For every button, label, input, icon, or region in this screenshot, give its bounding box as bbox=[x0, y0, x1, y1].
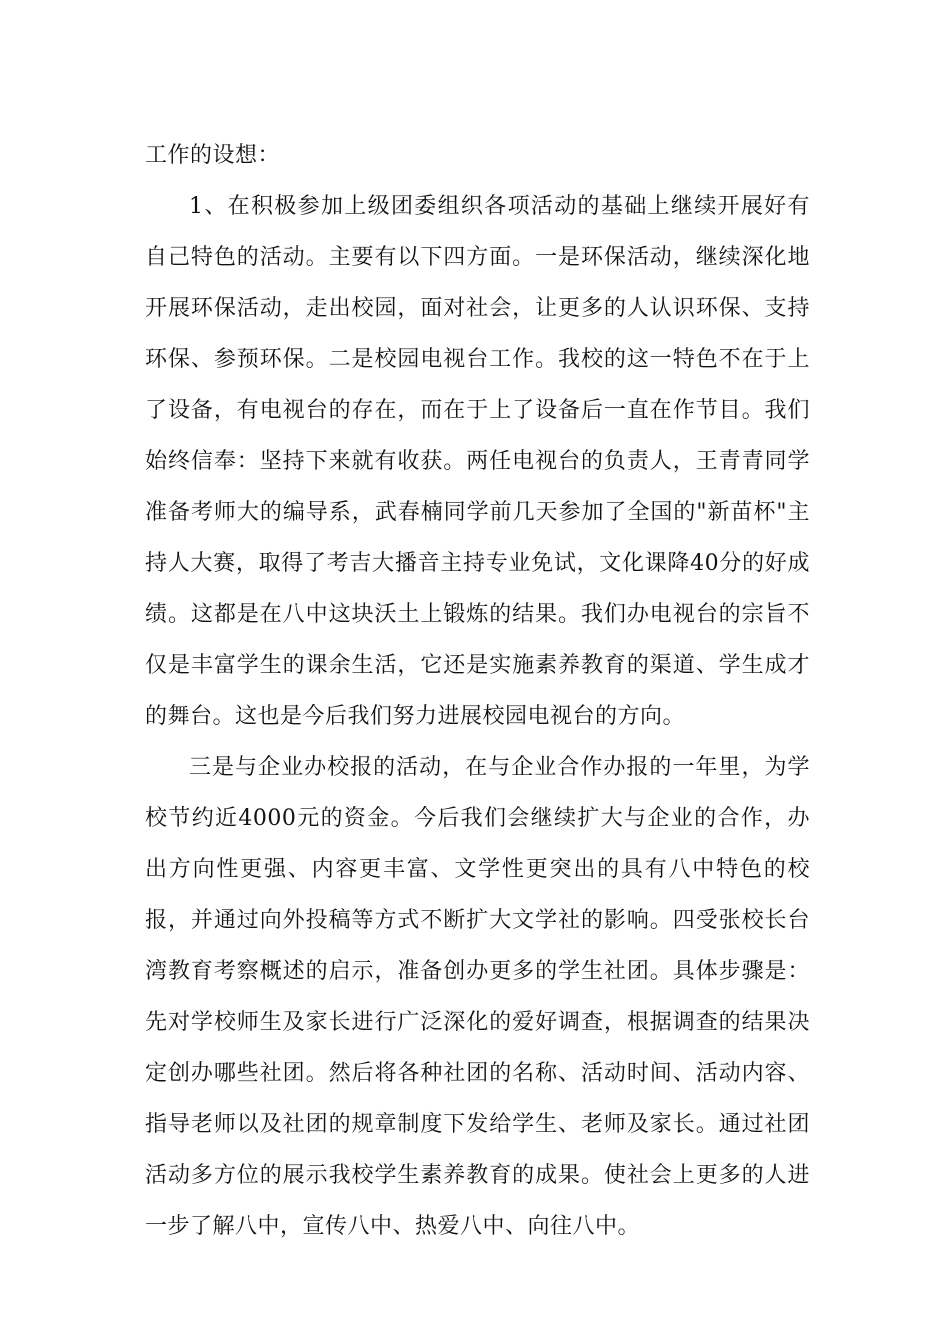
paragraph-2: 三是与企业办校报的活动，在与企业合作办报的一年里，为学校节约近4000元的资金。今后我们会继续扩大与企业的合作，办出方向性更强、内容更丰富、文学性更突出的具有八中特色的校报，并通过向外投稿等方式不断扩大文学社的影响。四受张校长台湾教育考察概述的启示，准备创办更多的学生社团。具体步骤是：先对学校师生及家长进行广泛深化的爱好调查，根据调查的结果决定创办哪些社团。然后将各种社团的名称、活动时间、活动内容、指导老师以及社团的规章制度下发给学生、老师及家长。通过社团活动多方位的展示我校学生素养教育的成果。使社会上更多的人进一步了解八中，宣传八中、热爱八中、向往八中。 bbox=[145, 755, 810, 1239]
paragraph-heading: 工作的设想： bbox=[145, 143, 281, 168]
document-body bbox=[145, 130, 810, 1252]
paragraph-1: 1、在积极参加上级团委组织各项活动的基础上继续开展好有自己特色的活动。主要有以下四方面。一是环保活动，继续深化地开展环保活动，走出校园，面对社会，让更多的人认识环保、支持环保、参预环保。二是校园电视台工作。我校的这一特色不在于上了设备，有电视台的存在，而在于上了设备后一直在作节目。我们始终信奉：坚持下来就有收获。两任电视台的负责人，王青青同学准备考师大的编导系，武春楠同学前几天参加了全国的"新苗杯"主持人大赛，取得了考吉大播音主持专业免试，文化课降40分的好成绩。这都是在八中这块沃土上锻炼的结果。我们办电视台的宗旨不仅是丰富学生的课余生活，它还是实施素养教育的渠道、学生成才的舞台。这也是今后我们努力进展校园电视台的方向。 bbox=[145, 194, 810, 729]
